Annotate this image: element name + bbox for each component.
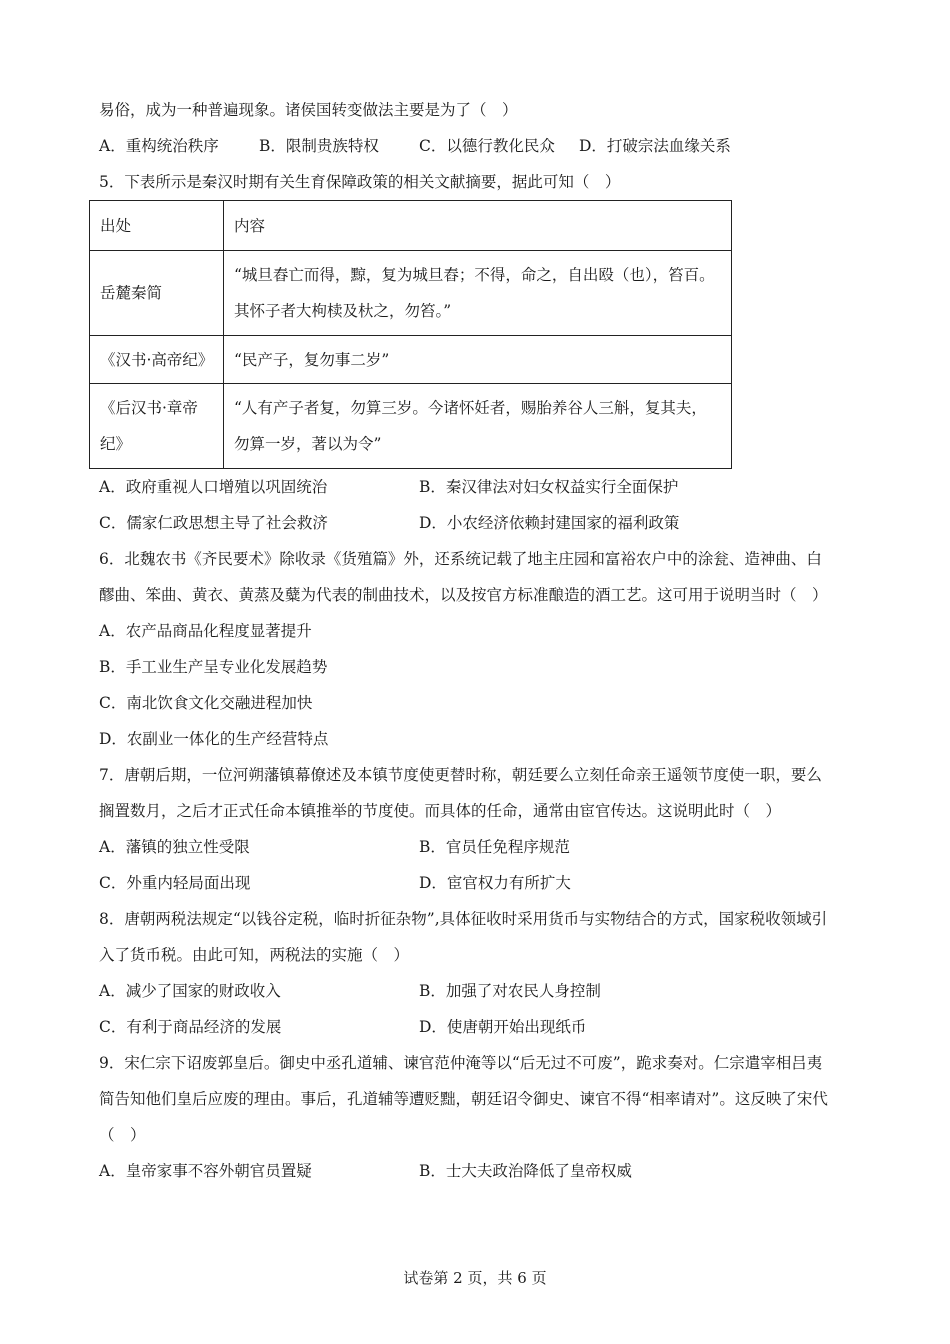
q7-options-row2 — [99, 872, 859, 894]
content-line: “人有产子者复，勿算三岁。今诸怀妊者，赐胎养谷人三斛，复其夫， — [234, 399, 707, 417]
table-cell-source: 岳麓秦简 — [90, 251, 224, 336]
q9-stem-line3: （ ） — [99, 1126, 146, 1144]
q5-option-c[interactable]: C．儒家仁政思想主导了社会救济 — [99, 514, 328, 532]
q9-options-row1 — [99, 1160, 859, 1182]
q8-stem-line2: 入了货币税。由此可知，两税法的实施（ ） — [99, 946, 410, 964]
q5-options-row1 — [99, 476, 859, 498]
table-row — [90, 336, 732, 384]
table-row — [90, 251, 732, 336]
source-line: 《后汉书·章帝 — [100, 399, 198, 417]
q5-stem: 5．下表所示是秦汉时期有关生育保障政策的相关文献摘要，据此可知（ ） — [99, 173, 621, 191]
q8-option-d[interactable]: D．使唐朝开始出现纸币 — [419, 1018, 587, 1036]
q9-option-a[interactable]: A．皇帝家事不容外朝官员置疑 — [99, 1162, 312, 1180]
q4-option-a[interactable]: A．重构统治秩序 — [99, 137, 219, 155]
q7-options-row1 — [99, 836, 859, 858]
table-header-content: 内容 — [224, 201, 732, 251]
table-cell-content — [224, 384, 732, 469]
q7-option-b[interactable]: B．官员任免程序规范 — [419, 838, 570, 856]
q8-stem-line1: 8．唐朝两税法规定“以钱谷定税，临时折征杂物”,具体征收时采用货币与实物结合的方式，国家税收领域引 — [99, 910, 828, 928]
source-line: 纪》 — [100, 435, 132, 453]
q5-option-a[interactable]: A．政府重视人口增殖以巩固统治 — [99, 478, 328, 496]
q6-option-b[interactable]: B．手工业生产呈专业化发展趋势 — [99, 658, 328, 676]
q4-option-c[interactable]: C．以德行教化民众 — [419, 137, 555, 155]
q7-stem-line1: 7．唐朝后期，一位河朔藩镇幕僚述及本镇节度使更替时称，朝廷要么立刻任命亲王遥领节度使一职，要么 — [99, 766, 822, 784]
q9-option-b[interactable]: B．士大夫政治降低了皇帝权威 — [419, 1162, 632, 1180]
content-line: 勿算一岁，著以为令” — [234, 435, 382, 453]
content-line: 其怀子者大枸椟及杕之，勿笞。” — [234, 302, 452, 320]
table-header-row — [90, 201, 732, 251]
q9-stem-line1: 9．宋仁宗下诏废郭皇后。御史中丞孔道辅、谏官范仲淹等以“后无过不可废”，跪求奏对。仁宗遣宰相吕夷 — [99, 1054, 823, 1072]
q9-stem-line2: 简告知他们皇后应废的理由。事后，孔道辅等遭贬黜，朝廷诏令御史、谏官不得“相率请对”。这反映了宋代 — [99, 1090, 828, 1108]
q5-options-row2 — [99, 512, 859, 534]
q8-options-row1 — [99, 980, 859, 1002]
q8-options-row2 — [99, 1016, 859, 1038]
q7-stem-line2: 搁置数月，之后才正式任命本镇推举的节度使。而具体的任命，通常由宦官传达。这说明此时（ ） — [99, 802, 782, 820]
q8-option-b[interactable]: B．加强了对农民人身控制 — [419, 982, 601, 1000]
page-footer: 试卷第 2 页，共 6 页 — [403, 1269, 547, 1287]
q6-option-d[interactable]: D．农副业一体化的生产经营特点 — [99, 730, 329, 748]
q5-table — [89, 200, 732, 469]
q4-option-d[interactable]: D．打破宗法血缘关系 — [579, 137, 731, 155]
q7-option-a[interactable]: A．藩镇的独立性受限 — [99, 838, 250, 856]
q6-stem-line2: 醪曲、笨曲、黄衣、黄蒸及糵为代表的制曲技术，以及按官方标准酿造的酒工艺。这可用于说明当时（ ） — [99, 586, 828, 604]
q6-option-a[interactable]: A．农产品商品化程度显著提升 — [99, 622, 312, 640]
table-cell-content — [224, 251, 732, 336]
q8-option-a[interactable]: A．减少了国家的财政收入 — [99, 982, 281, 1000]
q4-option-b[interactable]: B．限制贵族特权 — [259, 137, 379, 155]
q8-option-c[interactable]: C．有利于商品经济的发展 — [99, 1018, 282, 1036]
table-cell-source: 《汉书·高帝纪》 — [90, 336, 224, 384]
q5-option-d[interactable]: D．小农经济依赖封建国家的福利政策 — [419, 514, 680, 532]
q4-options — [99, 135, 859, 157]
content-line: “城旦舂亡而得，黥，复为城旦舂；不得，命之，自出殴（也），笞百。 — [234, 266, 715, 284]
table-header-source: 出处 — [90, 201, 224, 251]
q4-stem: 易俗，成为一种普遍现象。诸侯国转变做法主要是为了（ ） — [99, 101, 518, 119]
q6-option-c[interactable]: C．南北饮食文化交融进程加快 — [99, 694, 313, 712]
q6-stem-line1: 6．北魏农书《齐民要术》除收录《货殖篇》外，还系统记载了地主庄园和富裕农户中的涂瓮、造神曲、白 — [99, 550, 822, 568]
q5-option-b[interactable]: B．秦汉律法对妇女权益实行全面保护 — [419, 478, 679, 496]
table-cell-source — [90, 384, 224, 469]
q7-option-d[interactable]: D．宦官权力有所扩大 — [419, 874, 571, 892]
table-cell-content: “民产子，复勿事二岁” — [224, 336, 732, 384]
table-row — [90, 384, 732, 469]
q7-option-c[interactable]: C．外重内轻局面出现 — [99, 874, 251, 892]
